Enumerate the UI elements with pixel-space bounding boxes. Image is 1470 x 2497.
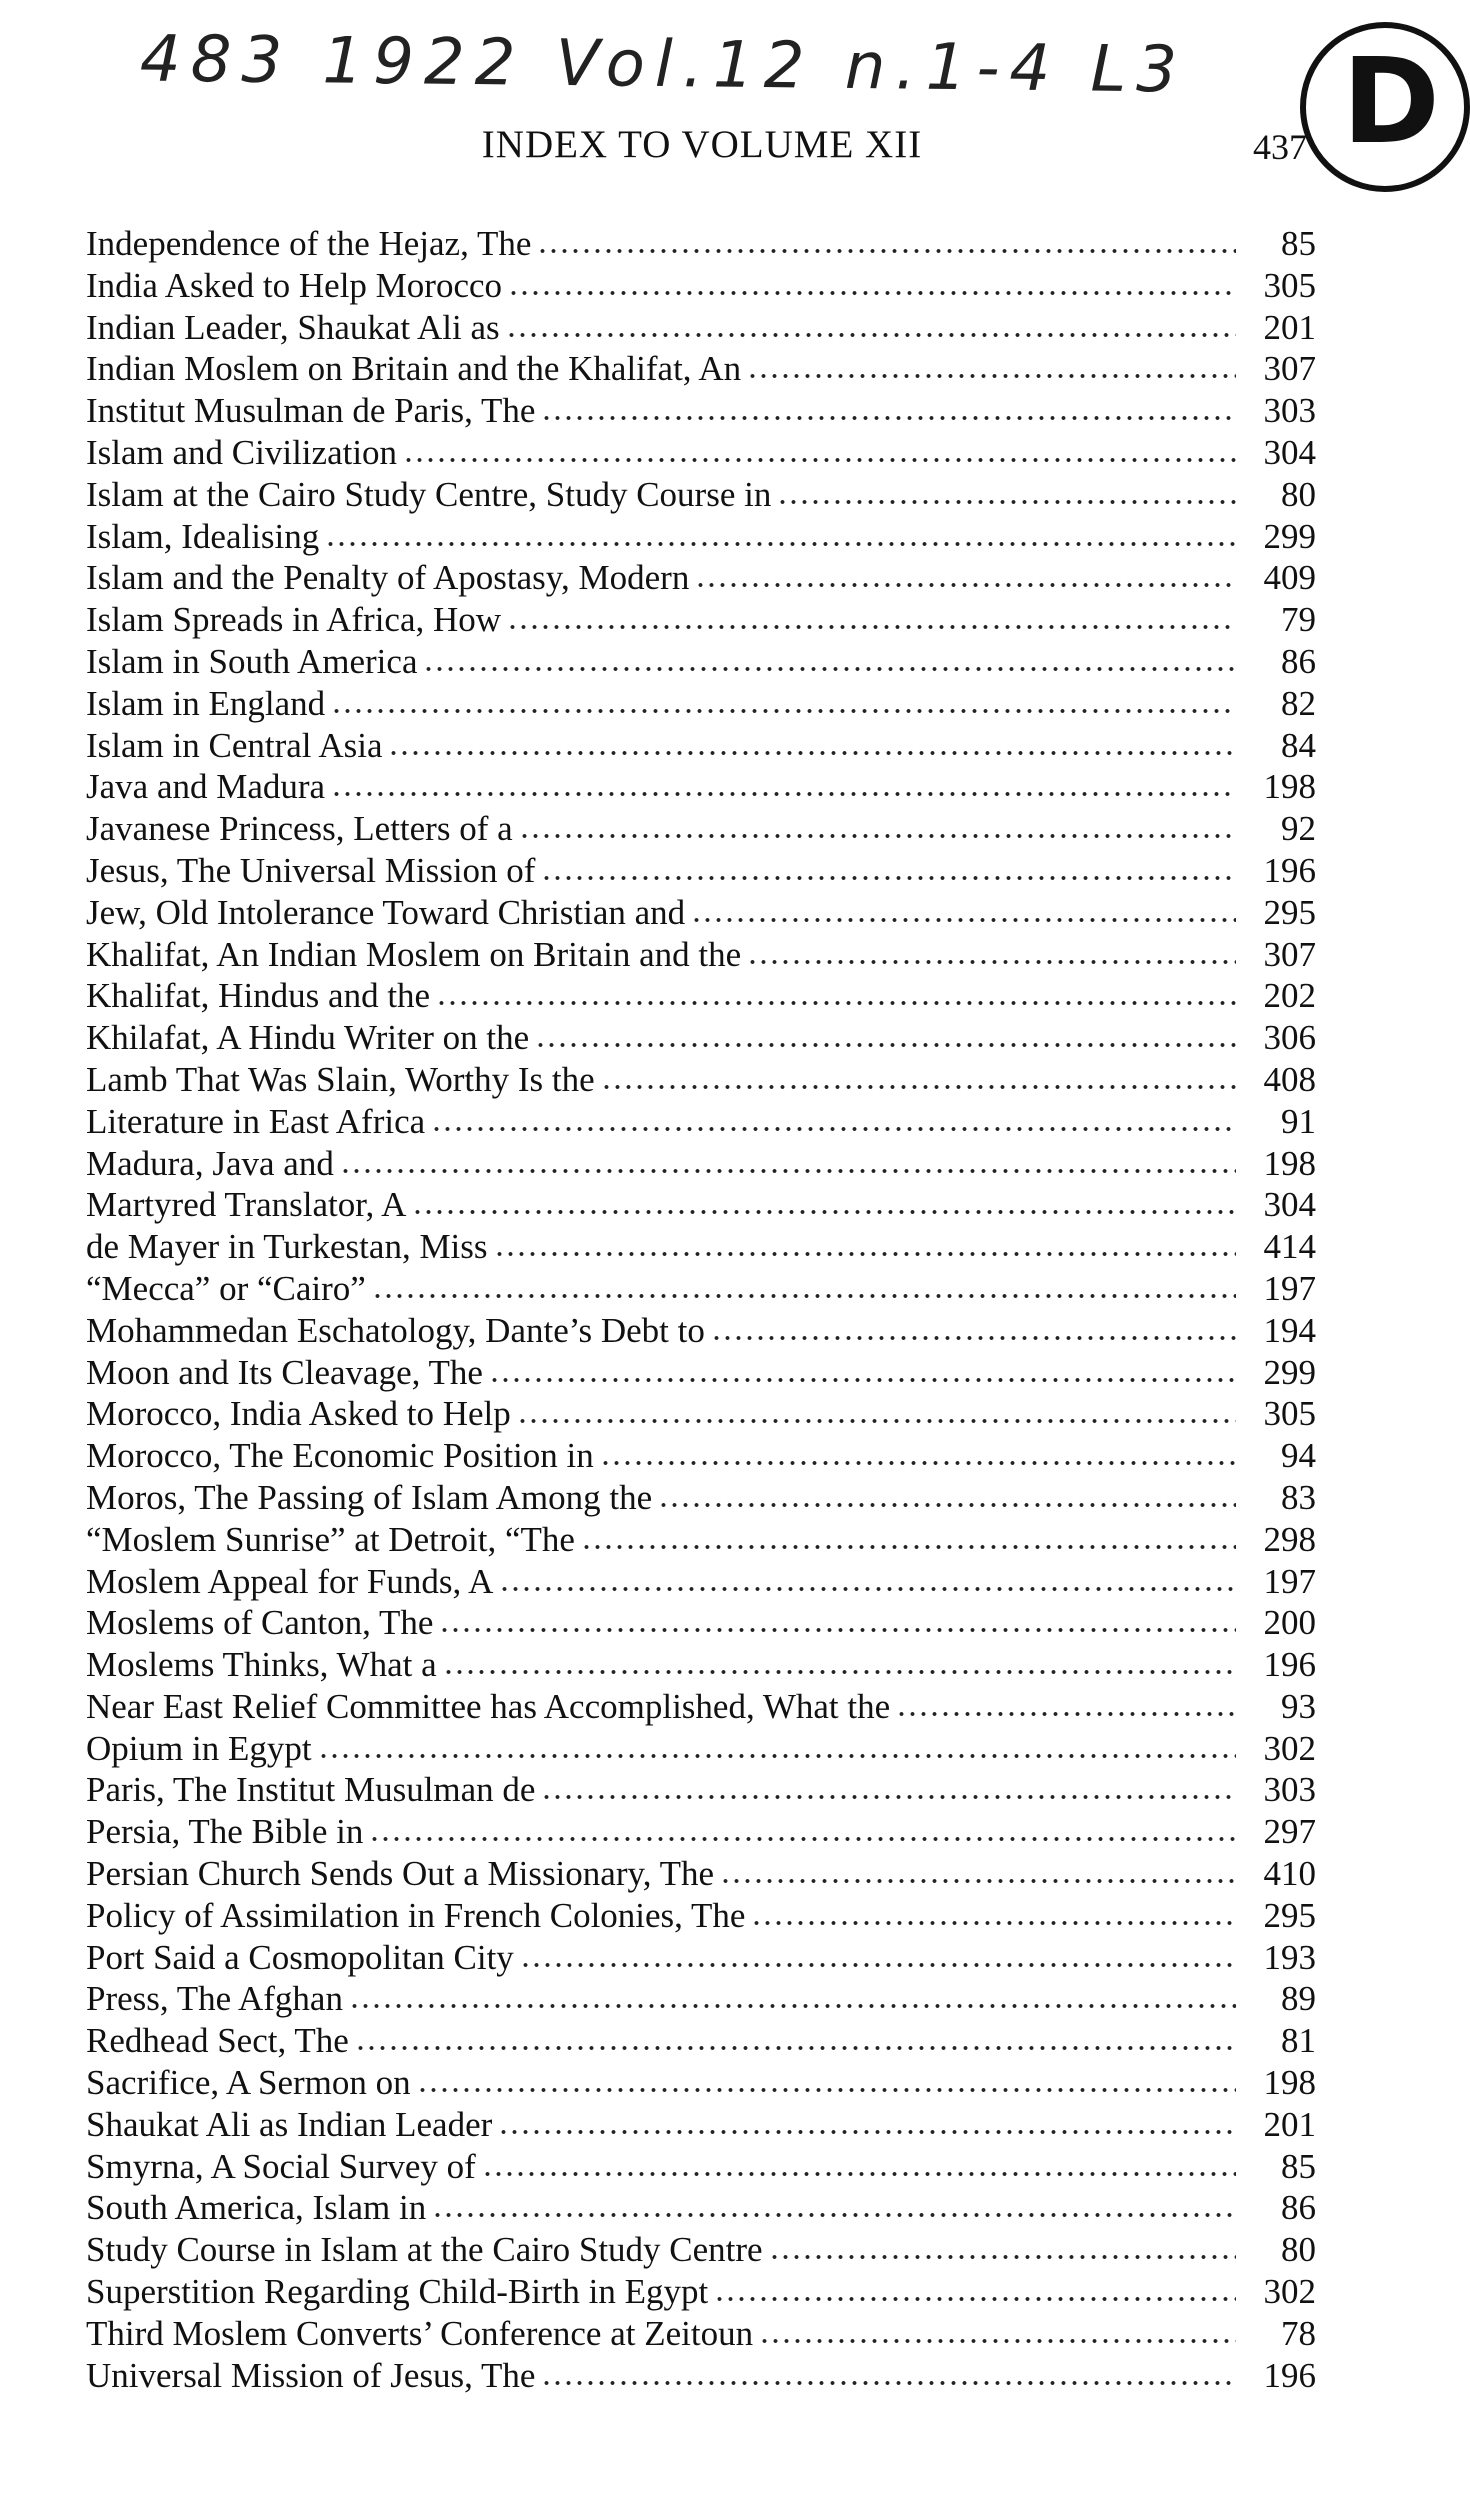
entry-page-number: 93 xyxy=(1281,1686,1316,1726)
entry-page-number: 81 xyxy=(1281,2021,1316,2061)
index-entry xyxy=(86,1059,1316,1101)
entry-page-number: 295 xyxy=(1263,1895,1316,1935)
entry-title: Islam, Idealising xyxy=(86,516,320,556)
index-entry xyxy=(86,683,1316,725)
index-entry xyxy=(86,1602,1316,1644)
entry-title: Sacrifice, A Sermon on xyxy=(86,2063,411,2103)
dot-leader xyxy=(508,289,1236,297)
entry-title: Study Course in Islam at the Cairo Study Centre xyxy=(86,2230,763,2270)
index-entry xyxy=(86,1435,1316,1477)
entry-page-number: 194 xyxy=(1263,1310,1316,1350)
dot-leader xyxy=(777,498,1236,506)
entry-title: Port Said a Cosmopolitan City xyxy=(86,1937,514,1977)
index-entry xyxy=(86,1895,1316,1937)
entry-title: Moslem Appeal for Funds, A xyxy=(86,1561,494,1601)
entry-title: Universal Mission of Jesus, The xyxy=(86,2355,536,2395)
entry-page-number: 414 xyxy=(1263,1227,1316,1267)
index-entry xyxy=(86,1937,1316,1979)
dot-leader xyxy=(403,456,1236,464)
entry-title: Institut Musulman de Paris, The xyxy=(86,391,536,431)
index-entry xyxy=(86,557,1316,599)
entry-title: Moslems Thinks, What a xyxy=(86,1645,437,1685)
dot-leader xyxy=(436,999,1236,1007)
index-entry xyxy=(86,390,1316,432)
dot-leader xyxy=(482,2170,1236,2178)
entry-title: Shaukat Ali as Indian Leader xyxy=(86,2104,493,2144)
dot-leader xyxy=(439,1626,1236,1634)
dot-leader xyxy=(431,1125,1236,1133)
entry-title: Jew, Old Intolerance Toward Christian and xyxy=(86,892,686,932)
entry-title: Redhead Sect, The xyxy=(86,2021,349,2061)
entry-title: Independence of the Hejaz, The xyxy=(86,224,532,263)
entry-title: Moslems of Canton, The xyxy=(86,1603,434,1643)
index-entry xyxy=(86,1769,1316,1811)
dot-leader xyxy=(489,1376,1236,1384)
dot-leader xyxy=(601,1083,1236,1091)
index-entry xyxy=(86,850,1316,892)
index-entry xyxy=(86,1143,1316,1185)
entry-title: Martyred Translator, A xyxy=(86,1185,407,1225)
dot-leader xyxy=(541,2379,1236,2387)
index-entry xyxy=(86,432,1316,474)
index-entry xyxy=(86,516,1316,558)
entry-title: Islam at the Cairo Study Centre, Study Course in xyxy=(86,474,772,514)
index-entry xyxy=(86,2229,1316,2271)
dot-leader xyxy=(349,2002,1236,2010)
dot-leader xyxy=(541,1793,1236,1801)
entry-page-number: 202 xyxy=(1263,976,1316,1016)
entry-page-number: 305 xyxy=(1263,1394,1316,1434)
index-entry xyxy=(86,975,1316,1017)
dot-leader xyxy=(498,2128,1236,2136)
dot-leader xyxy=(759,2337,1236,2345)
index-entry xyxy=(86,1561,1316,1603)
entry-title: de Mayer in Turkestan, Miss xyxy=(86,1227,488,1267)
dot-leader xyxy=(519,832,1236,840)
entry-title: Khilafat, A Hindu Writer on the xyxy=(86,1018,530,1058)
entry-title: Jesus, The Universal Mission of xyxy=(86,850,536,890)
dot-leader xyxy=(720,1877,1236,1885)
dot-leader xyxy=(751,1919,1236,1927)
index-entry xyxy=(86,1352,1316,1394)
dot-leader xyxy=(769,2253,1236,2261)
entry-title: Smyrna, A Social Survey of xyxy=(86,2146,476,2186)
entry-page-number: 409 xyxy=(1263,558,1316,598)
entry-title: “Moslem Sunrise” at Detroit, “The xyxy=(86,1519,575,1559)
index-entry xyxy=(86,1310,1316,1352)
dot-leader xyxy=(714,2295,1236,2303)
entry-page-number: 304 xyxy=(1263,432,1316,472)
index-entry xyxy=(86,2062,1316,2104)
entry-page-number: 299 xyxy=(1263,516,1316,556)
dot-leader xyxy=(412,1208,1236,1216)
entry-page-number: 89 xyxy=(1281,1979,1316,2019)
entry-page-number: 193 xyxy=(1263,1937,1316,1977)
dot-leader xyxy=(423,665,1236,673)
entry-title: Press, The Afghan xyxy=(86,1979,343,2019)
entry-page-number: 303 xyxy=(1263,1770,1316,1810)
dot-leader xyxy=(369,1835,1236,1843)
entry-title: Mohammedan Eschatology, Dante’s Debt to xyxy=(86,1310,705,1350)
dot-leader xyxy=(318,1752,1236,1760)
index-entry xyxy=(86,808,1316,850)
index-entry xyxy=(86,599,1316,641)
entry-page-number: 295 xyxy=(1263,892,1316,932)
dot-leader xyxy=(331,707,1236,715)
dot-leader xyxy=(541,414,1236,422)
index-entry xyxy=(86,223,1316,265)
dot-leader xyxy=(520,1961,1236,1969)
entry-page-number: 302 xyxy=(1263,1728,1316,1768)
entry-page-number: 79 xyxy=(1281,600,1316,640)
entry-page-number: 410 xyxy=(1263,1854,1316,1894)
handwritten-call-number: 483 1922 Vol.12 n.1-4 L3 xyxy=(139,22,1188,108)
entry-page-number: 307 xyxy=(1263,349,1316,389)
dot-leader xyxy=(581,1543,1236,1551)
index-entry xyxy=(86,1686,1316,1728)
index-entry xyxy=(86,1978,1316,2020)
entry-title: Javanese Princess, Letters of a xyxy=(86,809,513,849)
dot-leader xyxy=(388,749,1236,757)
dot-leader xyxy=(340,1167,1236,1175)
entry-title: South America, Islam in xyxy=(86,2188,427,2228)
index-entry xyxy=(86,2271,1316,2313)
entry-title: Indian Moslem on Britain and the Khalifat, An xyxy=(86,349,742,389)
entry-page-number: 83 xyxy=(1281,1477,1316,1517)
entry-title: Lamb That Was Slain, Worthy Is the xyxy=(86,1059,595,1099)
dot-leader xyxy=(896,1710,1236,1718)
dot-leader xyxy=(355,2044,1236,2052)
dot-leader xyxy=(443,1668,1236,1676)
entry-page-number: 299 xyxy=(1263,1352,1316,1392)
entry-title: “Mecca” or “Cairo” xyxy=(86,1268,366,1308)
index-entry xyxy=(86,1393,1316,1435)
entry-page-number: 85 xyxy=(1281,224,1316,263)
index-entry xyxy=(86,307,1316,349)
entry-title: Persian Church Sends Out a Missionary, The xyxy=(86,1854,714,1894)
index-entry xyxy=(86,1101,1316,1143)
entry-title: Morocco, India Asked to Help xyxy=(86,1394,511,1434)
entry-page-number: 82 xyxy=(1281,683,1316,723)
index-entry xyxy=(86,1226,1316,1268)
entry-page-number: 86 xyxy=(1281,2188,1316,2228)
entry-title: Khalifat, Hindus and the xyxy=(86,976,431,1016)
dot-leader xyxy=(517,1417,1236,1425)
dot-leader xyxy=(506,331,1236,339)
index-entry xyxy=(86,766,1316,808)
index-entry xyxy=(86,1184,1316,1226)
dot-leader xyxy=(417,2086,1236,2094)
entry-page-number: 197 xyxy=(1263,1268,1316,1308)
entry-page-number: 86 xyxy=(1281,641,1316,681)
index-entry xyxy=(86,348,1316,390)
dot-leader xyxy=(541,874,1236,882)
entry-title: Indian Leader, Shaukat Ali as xyxy=(86,307,500,347)
entry-title: Paris, The Institut Musulman de xyxy=(86,1770,536,1810)
entry-page-number: 94 xyxy=(1281,1436,1316,1476)
index-entry xyxy=(86,2020,1316,2062)
entry-page-number: 303 xyxy=(1263,391,1316,431)
dot-leader xyxy=(600,1459,1236,1467)
dot-leader xyxy=(507,623,1236,631)
entry-page-number: 304 xyxy=(1263,1185,1316,1225)
entry-page-number: 200 xyxy=(1263,1603,1316,1643)
entry-title: Moon and Its Cleavage, The xyxy=(86,1352,483,1392)
entry-page-number: 196 xyxy=(1263,850,1316,890)
entry-page-number: 306 xyxy=(1263,1018,1316,1058)
dot-leader xyxy=(695,581,1236,589)
entry-title: India Asked to Help Morocco xyxy=(86,265,503,305)
entry-page-number: 198 xyxy=(1263,1143,1316,1183)
dot-leader xyxy=(432,2211,1236,2219)
entry-page-number: 297 xyxy=(1263,1812,1316,1852)
entry-page-number: 198 xyxy=(1263,2063,1316,2103)
index-entry xyxy=(86,474,1316,516)
index-entry xyxy=(86,1728,1316,1770)
index-entry xyxy=(86,725,1316,767)
entry-page-number: 198 xyxy=(1263,767,1316,807)
entry-title: Madura, Java and xyxy=(86,1143,334,1183)
entry-page-number: 197 xyxy=(1263,1561,1316,1601)
entry-title: Khalifat, An Indian Moslem on Britain and the xyxy=(86,934,742,974)
entry-title: Islam in Central Asia xyxy=(86,725,383,765)
dot-leader xyxy=(535,1041,1236,1049)
index-entry xyxy=(86,1853,1316,1895)
entry-title: Policy of Assimilation in French Colonies, The xyxy=(86,1895,746,1935)
dot-leader xyxy=(747,958,1236,966)
entry-page-number: 92 xyxy=(1281,809,1316,849)
entry-page-number: 302 xyxy=(1263,2272,1316,2312)
entry-page-number: 307 xyxy=(1263,934,1316,974)
entry-page-number: 85 xyxy=(1281,2146,1316,2186)
dot-leader xyxy=(691,916,1236,924)
entry-title: Islam and the Penalty of Apostasy, Modern xyxy=(86,558,690,598)
entry-title: Near East Relief Committee has Accomplished, What the xyxy=(86,1686,891,1726)
entry-title: Java and Madura xyxy=(86,767,326,807)
entry-page-number: 201 xyxy=(1263,307,1316,347)
entry-title: Islam in England xyxy=(86,683,326,723)
index-list xyxy=(86,223,1316,2396)
entry-title: Opium in Egypt xyxy=(86,1728,312,1768)
dot-leader xyxy=(331,790,1236,798)
entry-title: Literature in East Africa xyxy=(86,1101,426,1141)
entry-page-number: 78 xyxy=(1281,2313,1316,2353)
entry-page-number: 80 xyxy=(1281,2230,1316,2270)
dot-leader xyxy=(711,1334,1236,1342)
index-entry xyxy=(86,1268,1316,1310)
entry-page-number: 305 xyxy=(1263,265,1316,305)
entry-page-number: 196 xyxy=(1263,2355,1316,2395)
entry-title: Islam and Civilization xyxy=(86,432,398,472)
index-entry xyxy=(86,2187,1316,2229)
index-entry xyxy=(86,2146,1316,2188)
dot-leader xyxy=(747,372,1236,380)
index-entry xyxy=(86,934,1316,976)
entry-page-number: 196 xyxy=(1263,1645,1316,1685)
page-number: 437 xyxy=(1253,127,1307,167)
page-title: INDEX TO VOLUME XII xyxy=(481,123,923,166)
entry-page-number: 80 xyxy=(1281,474,1316,514)
entry-title: Islam Spreads in Africa, How xyxy=(86,600,502,640)
entry-page-number: 84 xyxy=(1281,725,1316,765)
entry-title: Islam in South America xyxy=(86,641,418,681)
entry-page-number: 298 xyxy=(1263,1519,1316,1559)
index-entry xyxy=(86,2355,1316,2397)
entry-title: Third Moslem Converts’ Conference at Zeitoun xyxy=(86,2313,754,2353)
dot-leader xyxy=(658,1501,1236,1509)
entry-page-number: 408 xyxy=(1263,1059,1316,1099)
index-entry xyxy=(86,1519,1316,1561)
entry-title: Morocco, The Economic Position in xyxy=(86,1436,594,1476)
entry-page-number: 91 xyxy=(1281,1101,1316,1141)
stamp-letter: D xyxy=(1342,32,1440,170)
index-entry xyxy=(86,2313,1316,2355)
dot-leader xyxy=(325,540,1236,548)
index-entry xyxy=(86,265,1316,307)
entry-title: Superstition Regarding Child-Birth in Egypt xyxy=(86,2272,709,2312)
index-entry xyxy=(86,2104,1316,2146)
dot-leader xyxy=(372,1292,1236,1300)
index-entry xyxy=(86,1477,1316,1519)
entry-page-number: 201 xyxy=(1263,2104,1316,2144)
index-entry xyxy=(86,892,1316,934)
index-entry xyxy=(86,641,1316,683)
dot-leader xyxy=(499,1585,1236,1593)
entry-title: Persia, The Bible in xyxy=(86,1812,364,1852)
index-entry xyxy=(86,1017,1316,1059)
index-entry xyxy=(86,1644,1316,1686)
entry-title: Moros, The Passing of Islam Among the xyxy=(86,1477,653,1517)
index-entry xyxy=(86,1811,1316,1853)
dot-leader xyxy=(494,1250,1236,1258)
dot-leader xyxy=(537,247,1236,255)
